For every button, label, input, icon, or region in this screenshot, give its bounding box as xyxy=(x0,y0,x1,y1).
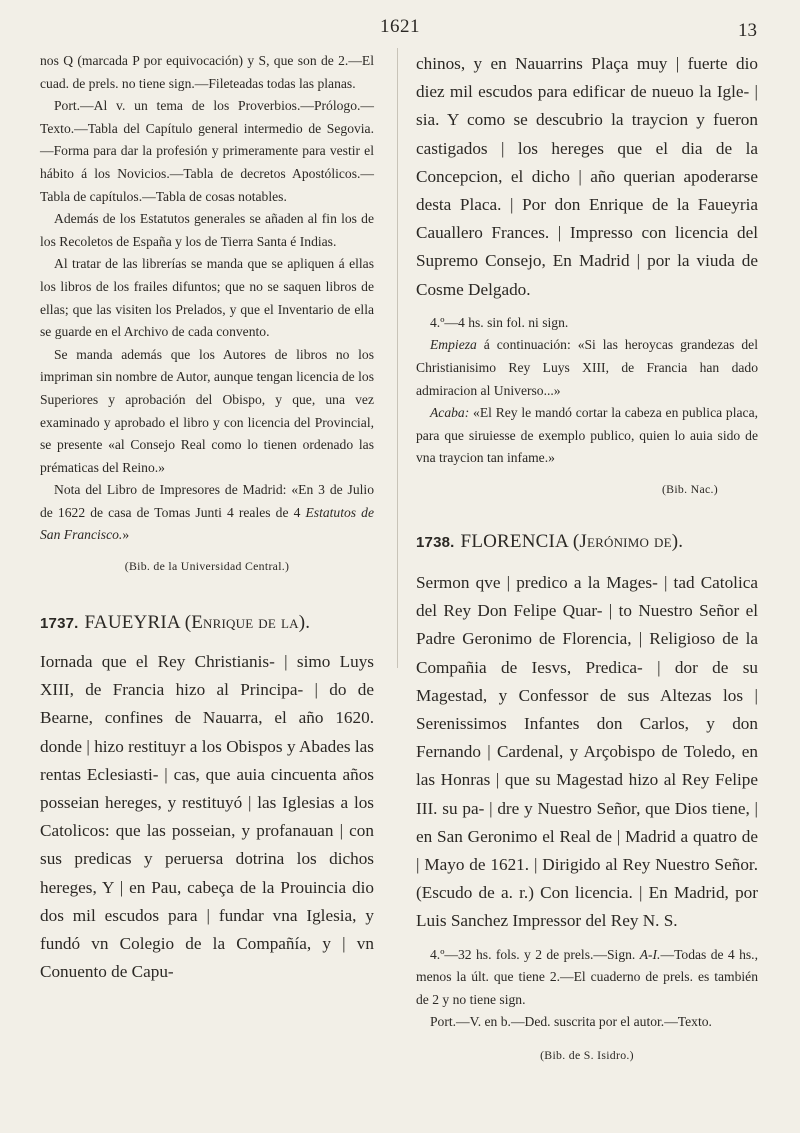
entry-author-surname: FAUEYRIA xyxy=(84,612,180,634)
autores-paragraph: Se manda además que los Autores de libros no los impriman sin nombre de Autor, aunque tengan licencia de los Superiores y aprobación del Obispo, y que, una vez examinado y aprobado el libro y con licencia del Provincial, se presente «al Consejo Real como lo tienen ordenado las prématicas del Reino.» xyxy=(40,346,374,475)
entry-author-given: (Enrique de la). xyxy=(184,612,311,634)
collation-1738 xyxy=(416,944,758,1012)
entry-author-surname: FLORENCIA xyxy=(460,530,568,552)
note-suffix: » xyxy=(122,527,130,543)
left-column xyxy=(40,50,374,987)
begins-text: á continuación: «Si las heroycas grandezas del Christianisimo Rey Luys XIII, de Francia han dado admiracion al Universo...» xyxy=(416,337,758,398)
column-divider xyxy=(397,48,398,668)
collation-suffix: —Todas de 4 hs., menos la últ. que tiene 2.—El cuaderno de prels. es también de 2 y no tiene sign. xyxy=(416,946,758,1007)
entry-number: 1738. xyxy=(416,533,455,551)
entry-title-1738: Sermon qve | predico a la Mages- | tad Catolica del Rey Don Felipe Quar- | to Nuestro Señor el Padre Geronimo de Florencia, | Religioso de la Compañia de Iesvs, Predica- | dor de su Magestad, y Confessor de sus Altezas los | Serenissimos Infantes don Carlos, y don Fernando | Cardenal, y Arçobispo de Toledo, en las Honras | que su Magestad hizo al Rey Felipe III. su pa- | dre y Nuestro Señor, que Dios tiene, | en San Geronimo el Real de | Madrid a quatro de | Mayo de 1621. | Dirigido al Rey Nuestro Señor. (Escudo de a. r.) Con licencia. | En Madrid, por Luis Sanchez Impressor del Rey N. S. xyxy=(416,572,758,931)
entry-title-continued: chinos, y en Nauarrins Plaça muy | fuerte dio diez mil escudos para edificar de nueuo la Igle- | sia. Y como se descubrio la traycion y fueron castigados | los hereges que el dia de la Concepcion, el dicho | año querian apoderarse desta Placa. | Por don Enrique de la Faueyria Cauallero Frances. | Impresso con licencia del Supremo Consejo, En Madrid | por la viuda de Cosme Delgado. xyxy=(416,54,758,299)
entry-heading-1738 xyxy=(416,531,758,553)
librerias-paragraph: Al tratar de las librerías se manda que se apliquen á ellas los libros de los frailes difuntos; que no se saquen libros de ellas; que las visiten los Prelados, y que el Inventario de ella se guarde en el Archivo de cada convento. xyxy=(40,256,374,340)
ends-text: «El Rey le mandó cortar la cabeza en publica placa, para que siruiesse de exemplo publico, quien lo auia sido de vna traycion tan infame.» xyxy=(416,405,758,466)
entry-author-given: (Jerónimo de). xyxy=(572,530,684,552)
signature-range: A-I. xyxy=(639,946,661,962)
impresores-note xyxy=(40,479,374,547)
portada-1738: Port.—V. en b.—Ded. suscrita por el autor.—Texto. xyxy=(430,1014,712,1030)
continued-paragraph: nos Q (marcada P por equivocación) y S, que son de 2.—El cuad. de prels. no tiene sign.—Fileteadas todas las planas. xyxy=(40,53,374,91)
page-number: 13 xyxy=(738,20,757,41)
note-prefix: Nota del Libro de Impresores de Madrid: «En 3 de Julio de 1622 de casa de Tomas Junti 4 reales de 4 xyxy=(40,482,374,520)
entry-number: 1737. xyxy=(40,615,79,633)
collation-prefix: 4.º—32 hs. fols. y 2 de prels.—Sign. xyxy=(430,946,640,962)
entry-title-1737: Iornada que el Rey Christianis- | simo Luys XIII, de Francia hizo al Principa- | do de Bearne, confines de Nauarra, el año 1620. donde | hizo restituyr a los Obispos y Abades las rentas Eclesiasti- | cas, que auia cincuenta años posseian hereges, y restituyó | las Iglesias a los Catolicos: que las posseian, y profanauan | con sus predicas y peruersa dotrina los dichos hereges, Y | en Pau, cabeça de la Prouincia dio dos mil escudos para | fundar vna Iglesia, y fundó vn Colegio de la Compañía, y | vn Conuento de Capu- xyxy=(40,652,374,982)
estatutos-paragraph: Además de los Estatutos generales se añaden al fin los de los Recoletos de España y los de Tierra Santa é Indias. xyxy=(40,211,374,249)
collation-1737: 4.º—4 hs. sin fol. ni sign. xyxy=(430,314,569,330)
note-italic-title: Estatutos de San Francisco. xyxy=(40,504,374,543)
entry-heading-1737 xyxy=(40,612,374,634)
ends-label: Acaba: xyxy=(430,405,470,421)
ends-note xyxy=(416,402,758,470)
library-citation-isidro: (Bib. de S. Isidro.) xyxy=(540,1048,634,1062)
begins-note xyxy=(416,334,758,402)
library-citation: (Bib. de la Universidad Central.) xyxy=(124,559,290,574)
portada-paragraph: Port.—Al v. un tema de los Proverbios.—Prólogo.—Texto.—Tabla del Capítulo general intermedio de Segovia.—Forma para dar la profesión y primeramente para vestir el hábito á los Novicios.—Tabla de decretos Apostólicos.—Tabla de capítulos.—Tabla de cosas notables. xyxy=(40,98,374,204)
running-header-year: 1621 xyxy=(380,16,420,37)
begins-label: Empieza xyxy=(430,337,477,353)
right-column xyxy=(416,50,758,1063)
library-citation-bn: (Bib. Nac.) xyxy=(661,481,718,496)
